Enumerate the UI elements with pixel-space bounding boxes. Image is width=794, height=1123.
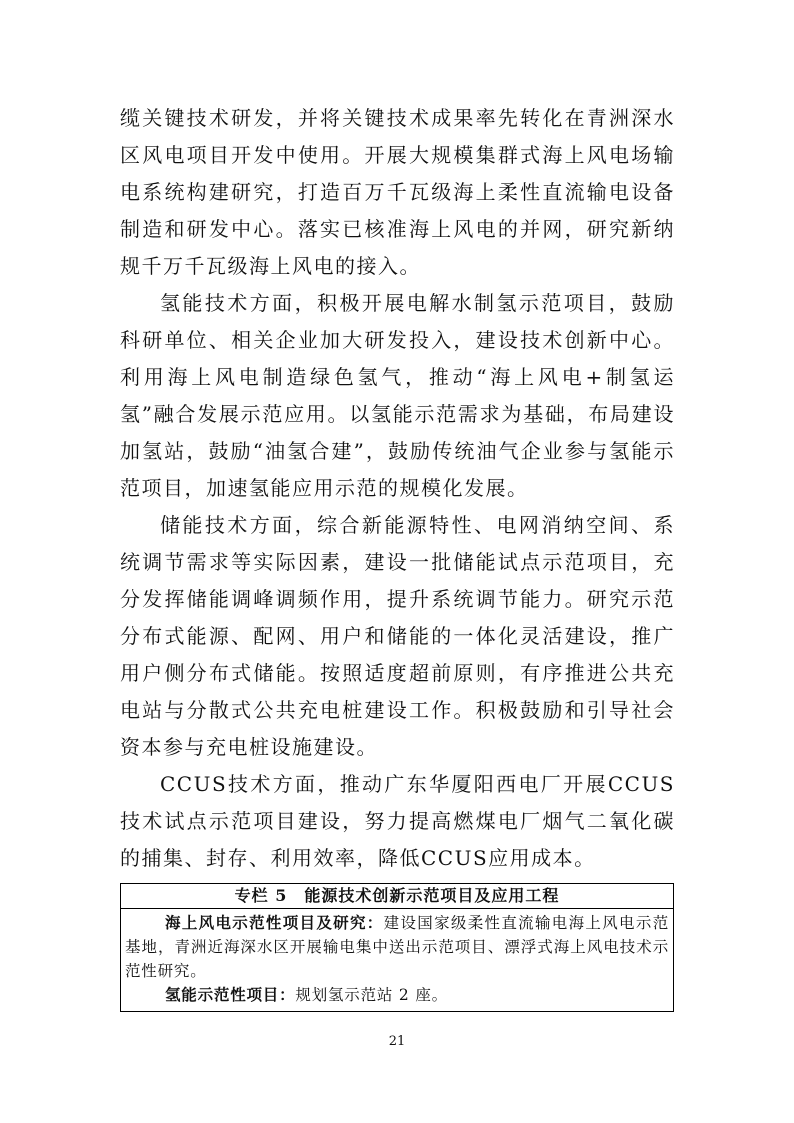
column-item-label: 海上风电示范性项目及研究： bbox=[165, 913, 384, 932]
body-text bbox=[120, 100, 675, 877]
column-item-text: 规划氢示范站 2 座。 bbox=[295, 986, 448, 1004]
column-item-hydrogen bbox=[125, 983, 669, 1007]
page-number: 21 bbox=[388, 1034, 406, 1049]
column-item-label: 氢能示范性项目： bbox=[165, 985, 296, 1004]
paragraph-energy-storage: 储能技术方面，综合新能源特性、电网消纳空间、系统调节需求等实际因素，建设一批储能试点示范项目，充分发挥储能调峰调频作用，提升系统调节能力。研究示范分布式能源、配网、用户和储能的一体化灵活建设，推广用户侧分布式储能。按照适度超前原则，有序推进公共充电站与分散式公共充电桩建设工作。积极鼓励和引导社会资本参与充电桩设施建设。 bbox=[120, 513, 675, 759]
column-item-offshore-wind bbox=[125, 911, 669, 983]
paragraph-offshore-wind: 缆关键技术研发，并将关键技术成果率先转化在青洲深水区风电项目开发中使用。开展大规模集群式海上风电场输电系统构建研究，打造百万千瓦级海上柔性直流输电设备制造和研发中心。落实已核准海上风电的并网，研究新纳规千万千瓦级海上风电的接入。 bbox=[120, 106, 675, 278]
paragraph-hydrogen: 氢能技术方面，积极开展电解水制氢示范项目，鼓励科研单位、相关企业加大研发投入，建设技术创新中心。利用海上风电制造绿色氢气，推动“海上风电+制氢运氢”融合发展示范应用。以氢能示范需求为基础，布局建设加氢站，鼓励“油氢合建”，鼓励传统油气企业参与氢能示范项目，加速氢能应用示范的规模化发展。 bbox=[120, 291, 675, 500]
paragraph-ccus: CCUS技术方面，推动广东华厦阳西电厂开展CCUS技术试点示范项目建设，努力提高燃煤电厂烟气二氧化碳的捕集、封存、利用效率，降低CCUS应用成本。 bbox=[120, 772, 675, 870]
column-box-body bbox=[121, 909, 673, 1011]
column-box-title: 专栏 5 能源技术创新示范项目及应用工程 bbox=[121, 884, 673, 909]
column-box bbox=[120, 883, 674, 1012]
column-item-text: 建设国家级柔性直流输电海上风电示范基地，青洲近海深水区开展输电集中送出示范项目、漂浮式海上风电技术示范性研究。 bbox=[125, 914, 669, 980]
